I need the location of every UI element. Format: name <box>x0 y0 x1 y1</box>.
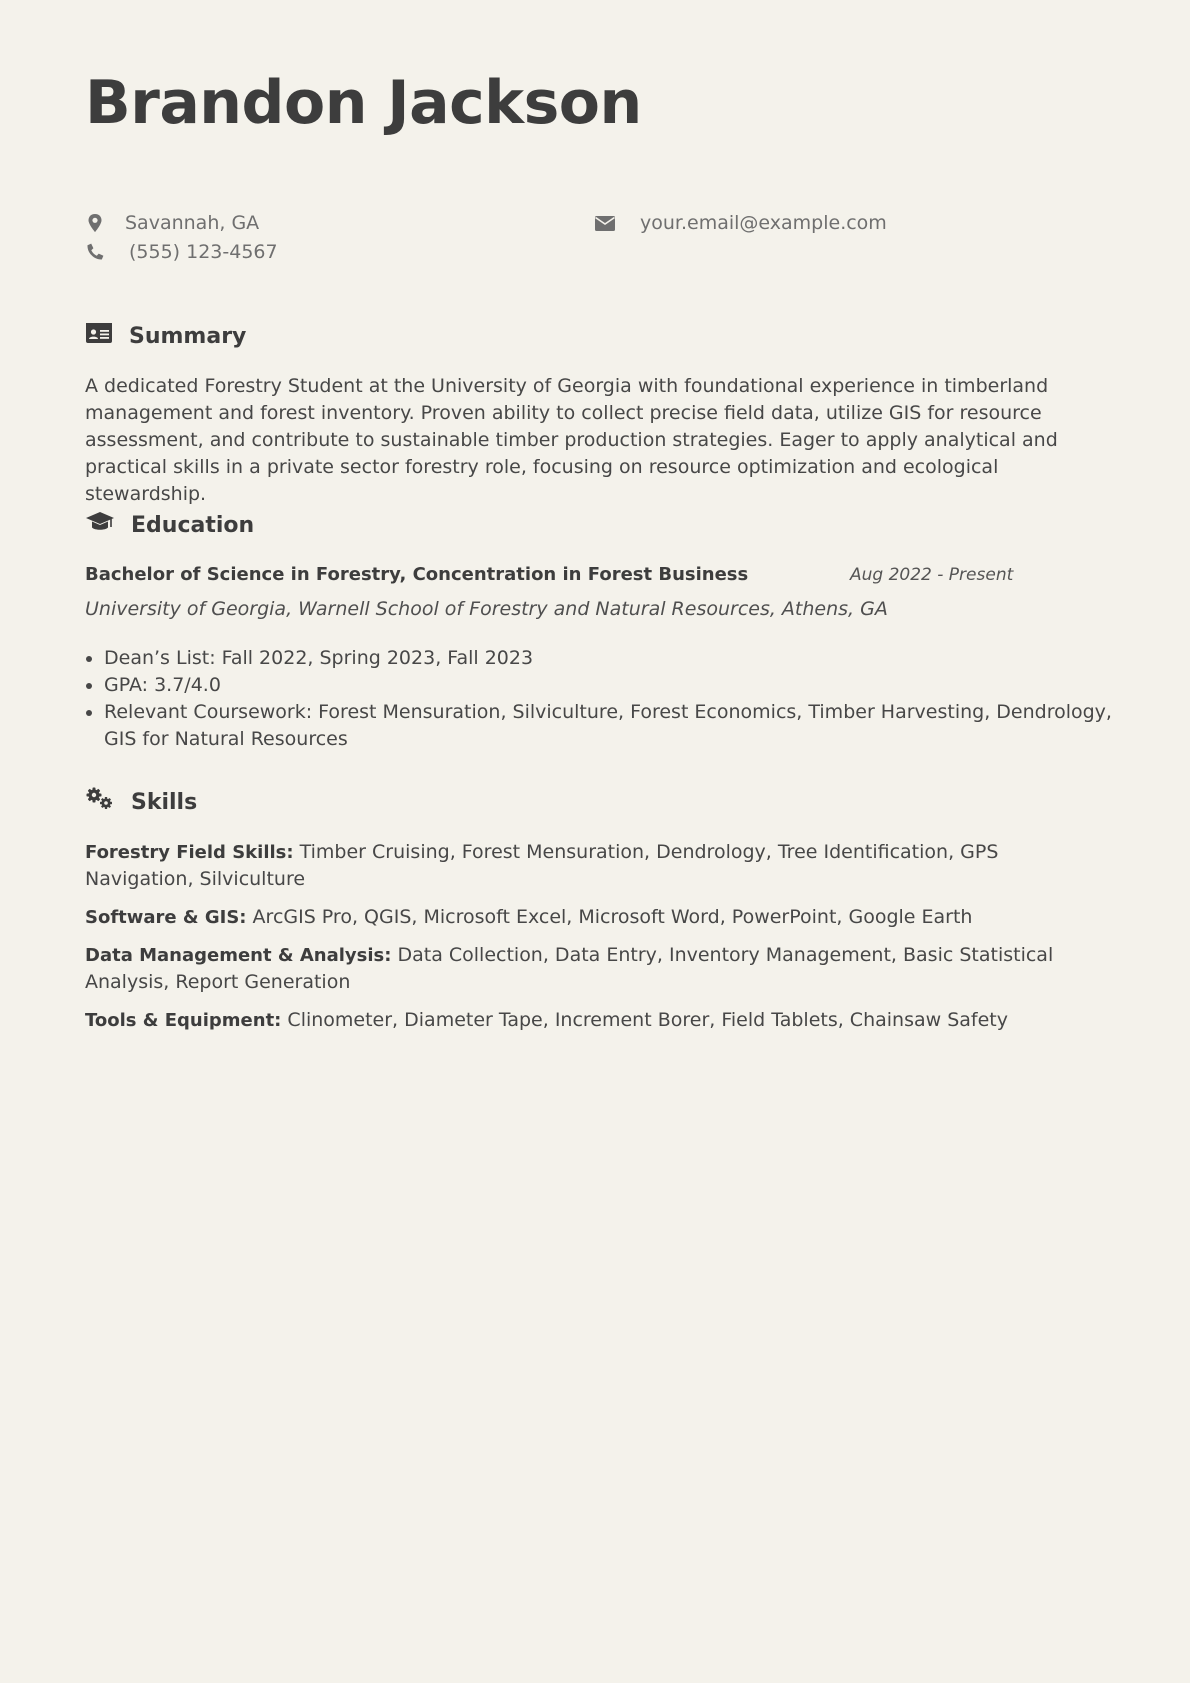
education-bullets <box>85 645 1114 753</box>
id-card-icon <box>85 322 113 350</box>
education-heading <box>85 511 254 539</box>
education-dates: Aug 2022 - Present <box>850 565 1014 585</box>
email-text[interactable]: your.email@example.com <box>640 212 887 234</box>
skill-row <box>85 904 1110 931</box>
location-text: Savannah, GA <box>125 212 260 234</box>
skill-label: Tools & Equipment: <box>85 1010 282 1031</box>
contact-email <box>594 212 887 234</box>
envelope-icon <box>594 213 616 233</box>
education-title: Education <box>131 512 255 538</box>
skill-row <box>85 942 1110 996</box>
skill-row <box>85 839 1110 893</box>
skill-value: Timber Cruising, Forest Mensuration, Dendrology, Tree Identification, GPS Navigation, Silviculture <box>85 841 999 890</box>
skill-value: Clinometer, Diameter Tape, Increment Borer, Field Tablets, Chainsaw Safety <box>287 1009 1008 1031</box>
degree-title: Bachelor of Science in Forestry, Concentration in Forest Business <box>85 564 749 585</box>
candidate-name: Brandon Jackson <box>85 68 642 138</box>
skill-label: Data Management & Analysis: <box>85 945 392 966</box>
summary-heading <box>85 322 246 350</box>
skills-heading <box>85 787 197 817</box>
contact-location <box>85 212 259 234</box>
phone-text: (555) 123-4567 <box>129 241 278 263</box>
skills-title: Skills <box>131 789 198 815</box>
skill-label: Forestry Field Skills: <box>85 842 294 863</box>
school-name: University of Georgia, Warnell School of Forestry and Natural Resources, Athens, GA <box>85 598 888 620</box>
graduation-cap-icon <box>85 511 115 539</box>
skill-label: Software & GIS: <box>85 907 247 928</box>
skill-value: ArcGIS Pro, QGIS, Microsoft Excel, Microsoft Word, PowerPoint, Google Earth <box>252 906 973 928</box>
map-marker-icon <box>85 213 105 233</box>
summary-title: Summary <box>129 323 247 349</box>
skill-row <box>85 1007 1110 1034</box>
summary-paragraph: A dedicated Forestry Student at the University of Georgia with foundational experience in timberland management and forest inventory. Proven ability to collect precise field data, utilize GIS for resource assessment, and contribute to sustainable timber production strategies. Eager to apply analytical and practical skills in a private sector forestry role, focusing on resource optimization and ecological stewardship. <box>85 375 1058 505</box>
list-item: • Relevant Coursework: Forest Mensuration, Silviculture, Forest Economics, Timber Harvesting, Dendrology, GIS for Natural Resources <box>104 699 1114 753</box>
gears-icon <box>85 787 115 817</box>
list-item: • GPA: 3.7/4.0 <box>104 672 1114 699</box>
skill-value: Data Collection, Data Entry, Inventory Management, Basic Statistical Analysis, Report Generation <box>85 944 1054 993</box>
contact-phone <box>85 241 278 263</box>
phone-icon <box>85 242 105 262</box>
list-item: • Dean’s List: Fall 2022, Spring 2023, Fall 2023 <box>104 645 1114 672</box>
skills-list <box>85 839 1110 1045</box>
